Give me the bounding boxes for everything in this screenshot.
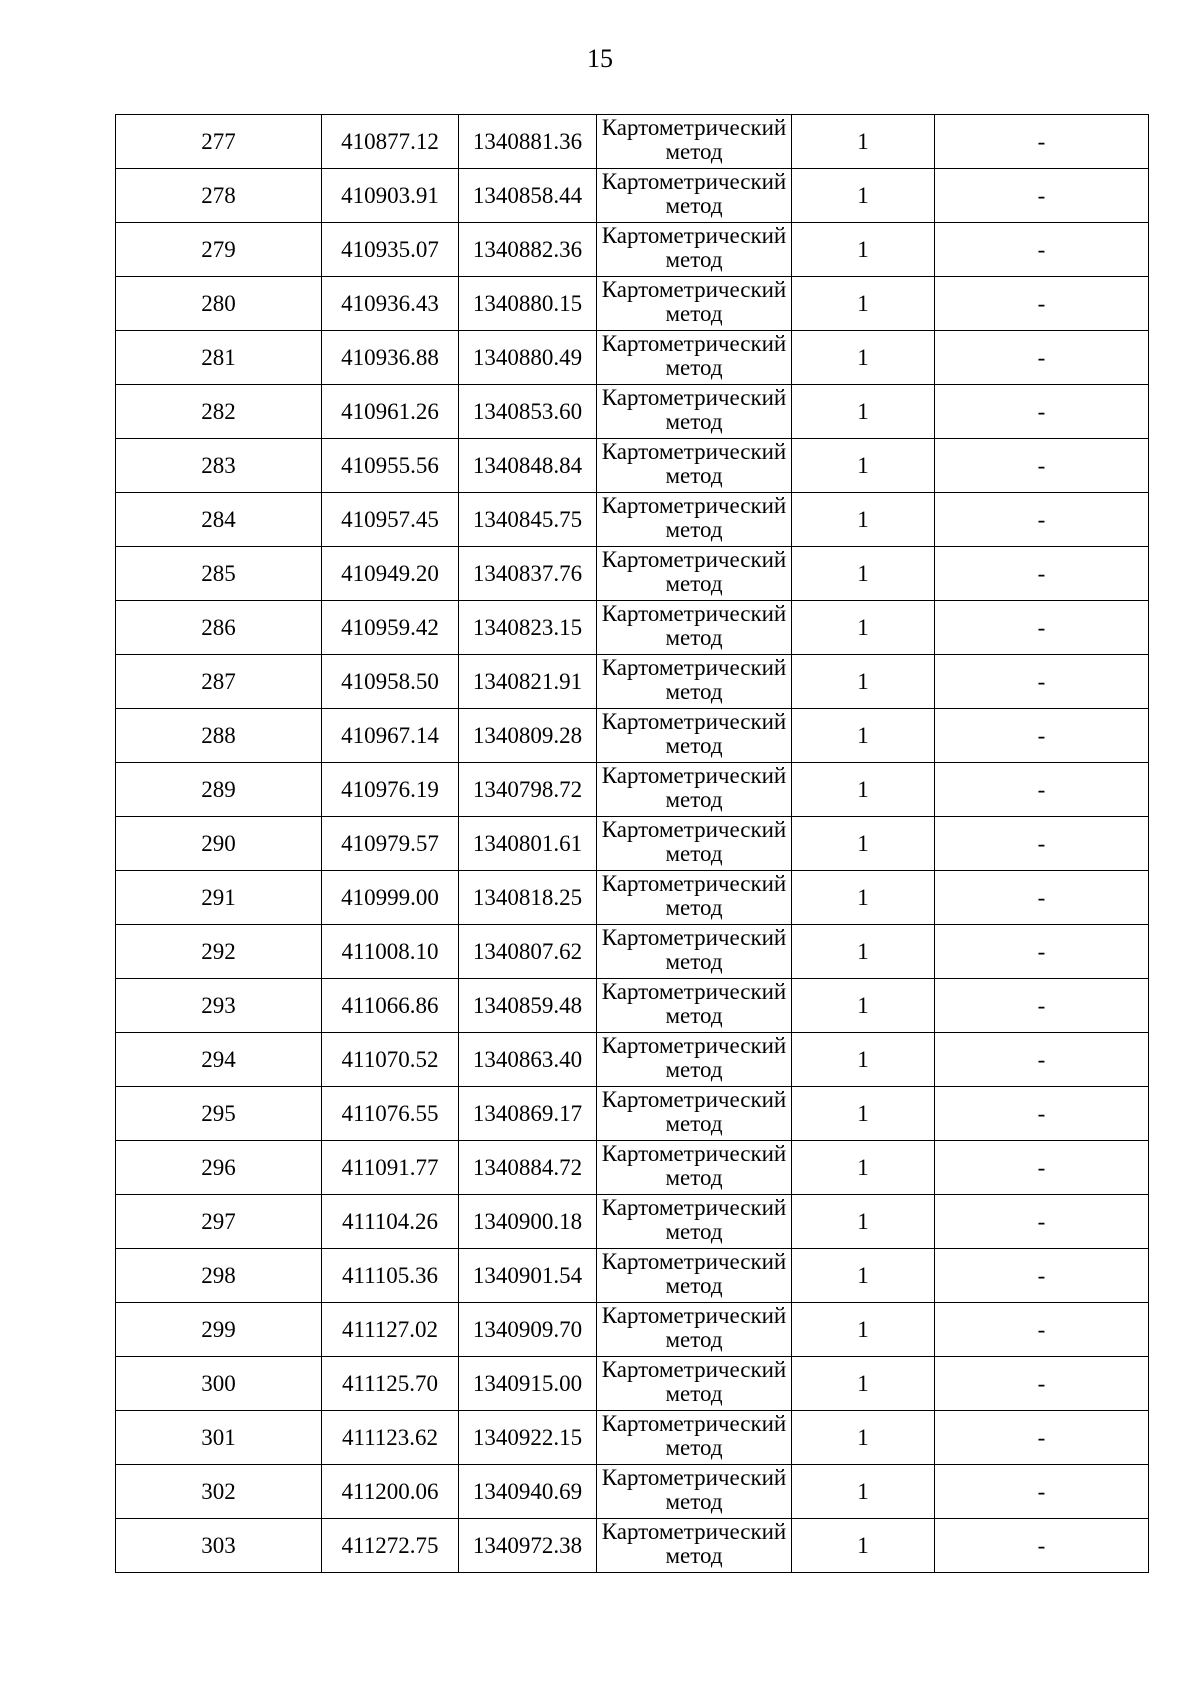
accuracy-cell: 1	[792, 601, 935, 655]
table-row	[116, 655, 1149, 709]
method-cell	[597, 871, 792, 925]
method-line-1: Картометрический	[601, 493, 787, 518]
y-coordinate-cell: 1340940.69	[459, 1465, 597, 1519]
note-cell: -	[935, 547, 1149, 601]
method-line-1: Картометрический	[601, 1033, 787, 1058]
y-coordinate-cell: 1340863.40	[459, 1033, 597, 1087]
accuracy-cell: 1	[792, 1033, 935, 1087]
point-number-cell: 303	[116, 1519, 322, 1573]
table-row	[116, 115, 1149, 169]
y-coordinate-cell: 1340853.60	[459, 385, 597, 439]
accuracy-cell: 1	[792, 655, 935, 709]
point-number-cell: 279	[116, 223, 322, 277]
method-cell	[597, 169, 792, 223]
method-line-1: Картометрический	[601, 385, 787, 410]
table-row	[116, 817, 1149, 871]
accuracy-cell: 1	[792, 277, 935, 331]
method-line-2: метод	[665, 1435, 723, 1460]
method-line-2: метод	[665, 1327, 723, 1352]
note-cell: -	[935, 223, 1149, 277]
accuracy-cell: 1	[792, 871, 935, 925]
note-cell: -	[935, 277, 1149, 331]
method-line-2: метод	[665, 1489, 723, 1514]
note-cell: -	[935, 1087, 1149, 1141]
note-cell: -	[935, 1249, 1149, 1303]
table-row	[116, 1195, 1149, 1249]
point-number-cell: 292	[116, 925, 322, 979]
point-number-cell: 298	[116, 1249, 322, 1303]
table-row	[116, 1357, 1149, 1411]
method-line-2: метод	[665, 193, 723, 218]
method-line-1: Картометрический	[601, 547, 787, 572]
method-line-1: Картометрический	[601, 277, 787, 302]
accuracy-cell: 1	[792, 817, 935, 871]
method-cell	[597, 1195, 792, 1249]
method-line-2: метод	[665, 1381, 723, 1406]
accuracy-cell: 1	[792, 169, 935, 223]
method-cell	[597, 493, 792, 547]
y-coordinate-cell: 1340882.36	[459, 223, 597, 277]
x-coordinate-cell: 411123.62	[322, 1411, 459, 1465]
x-coordinate-cell: 411272.75	[322, 1519, 459, 1573]
y-coordinate-cell: 1340818.25	[459, 871, 597, 925]
x-coordinate-cell: 410976.19	[322, 763, 459, 817]
y-coordinate-cell: 1340881.36	[459, 115, 597, 169]
point-number-cell: 297	[116, 1195, 322, 1249]
point-number-cell: 286	[116, 601, 322, 655]
method-line-1: Картометрический	[601, 763, 787, 788]
x-coordinate-cell: 411070.52	[322, 1033, 459, 1087]
accuracy-cell: 1	[792, 439, 935, 493]
method-cell	[597, 817, 792, 871]
y-coordinate-cell: 1340837.76	[459, 547, 597, 601]
method-line-1: Картометрический	[601, 1087, 787, 1112]
x-coordinate-cell: 411091.77	[322, 1141, 459, 1195]
note-cell: -	[935, 1465, 1149, 1519]
method-cell	[597, 601, 792, 655]
y-coordinate-cell: 1340880.49	[459, 331, 597, 385]
method-line-2: метод	[665, 517, 723, 542]
x-coordinate-cell: 411008.10	[322, 925, 459, 979]
method-cell	[597, 1519, 792, 1573]
method-cell	[597, 763, 792, 817]
table-row	[116, 331, 1149, 385]
method-line-2: метод	[665, 139, 723, 164]
method-cell	[597, 1465, 792, 1519]
method-cell	[597, 1411, 792, 1465]
method-line-2: метод	[665, 571, 723, 596]
table-row	[116, 277, 1149, 331]
x-coordinate-cell: 410877.12	[322, 115, 459, 169]
table-row	[116, 1141, 1149, 1195]
point-number-cell: 296	[116, 1141, 322, 1195]
accuracy-cell: 1	[792, 1357, 935, 1411]
coordinates-table-body	[116, 115, 1149, 1573]
point-number-cell: 280	[116, 277, 322, 331]
note-cell: -	[935, 1357, 1149, 1411]
y-coordinate-cell: 1340848.84	[459, 439, 597, 493]
note-cell: -	[935, 439, 1149, 493]
point-number-cell: 293	[116, 979, 322, 1033]
y-coordinate-cell: 1340807.62	[459, 925, 597, 979]
x-coordinate-cell: 411127.02	[322, 1303, 459, 1357]
accuracy-cell: 1	[792, 1303, 935, 1357]
accuracy-cell: 1	[792, 1141, 935, 1195]
method-cell	[597, 385, 792, 439]
note-cell: -	[935, 331, 1149, 385]
accuracy-cell: 1	[792, 547, 935, 601]
method-line-1: Картометрический	[601, 115, 787, 140]
method-line-2: метод	[665, 463, 723, 488]
method-line-1: Картометрический	[601, 709, 787, 734]
note-cell: -	[935, 1411, 1149, 1465]
method-cell	[597, 1141, 792, 1195]
accuracy-cell: 1	[792, 1195, 935, 1249]
table-row	[116, 763, 1149, 817]
accuracy-cell: 1	[792, 1411, 935, 1465]
method-line-2: метод	[665, 1111, 723, 1136]
method-line-2: метод	[665, 1003, 723, 1028]
x-coordinate-cell: 410967.14	[322, 709, 459, 763]
accuracy-cell: 1	[792, 763, 935, 817]
y-coordinate-cell: 1340900.18	[459, 1195, 597, 1249]
accuracy-cell: 1	[792, 493, 935, 547]
note-cell: -	[935, 763, 1149, 817]
table-row	[116, 1303, 1149, 1357]
table-row	[116, 1087, 1149, 1141]
method-line-1: Картометрический	[601, 1249, 787, 1274]
accuracy-cell: 1	[792, 223, 935, 277]
method-cell	[597, 925, 792, 979]
point-number-cell: 284	[116, 493, 322, 547]
method-cell	[597, 979, 792, 1033]
method-line-2: метод	[665, 949, 723, 974]
note-cell: -	[935, 1519, 1149, 1573]
table-row	[116, 493, 1149, 547]
point-number-cell: 281	[116, 331, 322, 385]
x-coordinate-cell: 411105.36	[322, 1249, 459, 1303]
method-line-2: метод	[665, 301, 723, 326]
accuracy-cell: 1	[792, 709, 935, 763]
x-coordinate-cell: 410935.07	[322, 223, 459, 277]
method-cell	[597, 1303, 792, 1357]
method-cell	[597, 1087, 792, 1141]
method-line-1: Картометрический	[601, 601, 787, 626]
note-cell: -	[935, 1033, 1149, 1087]
table-row	[116, 547, 1149, 601]
accuracy-cell: 1	[792, 1519, 935, 1573]
x-coordinate-cell: 410936.43	[322, 277, 459, 331]
method-cell	[597, 1357, 792, 1411]
note-cell: -	[935, 1303, 1149, 1357]
method-line-2: метод	[665, 1057, 723, 1082]
table-row	[116, 1411, 1149, 1465]
point-number-cell: 300	[116, 1357, 322, 1411]
point-number-cell: 288	[116, 709, 322, 763]
x-coordinate-cell: 410999.00	[322, 871, 459, 925]
note-cell: -	[935, 385, 1149, 439]
x-coordinate-cell: 411076.55	[322, 1087, 459, 1141]
point-number-cell: 283	[116, 439, 322, 493]
table-row	[116, 1465, 1149, 1519]
method-cell	[597, 547, 792, 601]
y-coordinate-cell: 1340859.48	[459, 979, 597, 1033]
method-cell	[597, 277, 792, 331]
note-cell: -	[935, 979, 1149, 1033]
method-cell	[597, 439, 792, 493]
point-number-cell: 282	[116, 385, 322, 439]
method-line-1: Картометрический	[601, 439, 787, 464]
x-coordinate-cell: 410955.56	[322, 439, 459, 493]
y-coordinate-cell: 1340909.70	[459, 1303, 597, 1357]
method-cell	[597, 1033, 792, 1087]
x-coordinate-cell: 411104.26	[322, 1195, 459, 1249]
table-row	[116, 169, 1149, 223]
method-line-1: Картометрический	[601, 1465, 787, 1490]
accuracy-cell: 1	[792, 115, 935, 169]
y-coordinate-cell: 1340869.17	[459, 1087, 597, 1141]
method-line-1: Картометрический	[601, 331, 787, 356]
method-line-2: метод	[665, 1273, 723, 1298]
method-cell	[597, 223, 792, 277]
method-line-2: метод	[665, 625, 723, 650]
y-coordinate-cell: 1340880.15	[459, 277, 597, 331]
y-coordinate-cell: 1340922.15	[459, 1411, 597, 1465]
y-coordinate-cell: 1340915.00	[459, 1357, 597, 1411]
accuracy-cell: 1	[792, 1465, 935, 1519]
y-coordinate-cell: 1340858.44	[459, 169, 597, 223]
y-coordinate-cell: 1340823.15	[459, 601, 597, 655]
note-cell: -	[935, 115, 1149, 169]
accuracy-cell: 1	[792, 1087, 935, 1141]
point-number-cell: 294	[116, 1033, 322, 1087]
method-line-1: Картометрический	[601, 1303, 787, 1328]
method-cell	[597, 655, 792, 709]
table-row	[116, 601, 1149, 655]
method-line-2: метод	[665, 787, 723, 812]
method-line-1: Картометрический	[601, 817, 787, 842]
method-line-1: Картометрический	[601, 1357, 787, 1382]
y-coordinate-cell: 1340845.75	[459, 493, 597, 547]
y-coordinate-cell: 1340798.72	[459, 763, 597, 817]
table-row	[116, 1519, 1149, 1573]
page-number: 15	[587, 44, 613, 73]
accuracy-cell: 1	[792, 979, 935, 1033]
method-line-1: Картометрический	[601, 1195, 787, 1220]
point-number-cell: 278	[116, 169, 322, 223]
x-coordinate-cell: 410903.91	[322, 169, 459, 223]
method-line-1: Картометрический	[601, 1411, 787, 1436]
x-coordinate-cell: 410958.50	[322, 655, 459, 709]
accuracy-cell: 1	[792, 331, 935, 385]
method-line-2: метод	[665, 895, 723, 920]
point-number-cell: 287	[116, 655, 322, 709]
note-cell: -	[935, 601, 1149, 655]
method-line-1: Картометрический	[601, 925, 787, 950]
method-line-1: Картометрический	[601, 1141, 787, 1166]
x-coordinate-cell: 411200.06	[322, 1465, 459, 1519]
accuracy-cell: 1	[792, 1249, 935, 1303]
table-row	[116, 1249, 1149, 1303]
x-coordinate-cell: 411066.86	[322, 979, 459, 1033]
table-row	[116, 709, 1149, 763]
note-cell: -	[935, 655, 1149, 709]
x-coordinate-cell: 410959.42	[322, 601, 459, 655]
method-line-1: Картометрический	[601, 979, 787, 1004]
method-line-1: Картометрический	[601, 1519, 787, 1544]
accuracy-cell: 1	[792, 925, 935, 979]
point-number-cell: 285	[116, 547, 322, 601]
method-cell	[597, 709, 792, 763]
x-coordinate-cell: 410979.57	[322, 817, 459, 871]
method-line-2: метод	[665, 679, 723, 704]
note-cell: -	[935, 493, 1149, 547]
note-cell: -	[935, 925, 1149, 979]
method-line-2: метод	[665, 1165, 723, 1190]
note-cell: -	[935, 871, 1149, 925]
y-coordinate-cell: 1340972.38	[459, 1519, 597, 1573]
table-row	[116, 871, 1149, 925]
x-coordinate-cell: 410961.26	[322, 385, 459, 439]
note-cell: -	[935, 817, 1149, 871]
point-number-cell: 290	[116, 817, 322, 871]
method-line-2: метод	[665, 841, 723, 866]
table-row	[116, 979, 1149, 1033]
note-cell: -	[935, 709, 1149, 763]
table-row	[116, 925, 1149, 979]
x-coordinate-cell: 410936.88	[322, 331, 459, 385]
y-coordinate-cell: 1340809.28	[459, 709, 597, 763]
method-cell	[597, 331, 792, 385]
y-coordinate-cell: 1340884.72	[459, 1141, 597, 1195]
method-line-2: метод	[665, 247, 723, 272]
method-line-2: метод	[665, 1219, 723, 1244]
method-line-1: Картометрический	[601, 655, 787, 680]
method-line-2: метод	[665, 409, 723, 434]
table-row	[116, 439, 1149, 493]
method-line-2: метод	[665, 733, 723, 758]
note-cell: -	[935, 1195, 1149, 1249]
method-line-1: Картометрический	[601, 871, 787, 896]
point-number-cell: 289	[116, 763, 322, 817]
x-coordinate-cell: 411125.70	[322, 1357, 459, 1411]
x-coordinate-cell: 410949.20	[322, 547, 459, 601]
note-cell: -	[935, 169, 1149, 223]
point-number-cell: 301	[116, 1411, 322, 1465]
point-number-cell: 299	[116, 1303, 322, 1357]
y-coordinate-cell: 1340821.91	[459, 655, 597, 709]
table-row	[116, 223, 1149, 277]
method-line-1: Картометрический	[601, 169, 787, 194]
point-number-cell: 302	[116, 1465, 322, 1519]
point-number-cell: 291	[116, 871, 322, 925]
point-number-cell: 277	[116, 115, 322, 169]
y-coordinate-cell: 1340801.61	[459, 817, 597, 871]
point-number-cell: 295	[116, 1087, 322, 1141]
note-cell: -	[935, 1141, 1149, 1195]
method-line-2: метод	[665, 355, 723, 380]
coordinates-table	[115, 114, 1149, 1573]
method-line-2: метод	[665, 1543, 723, 1568]
accuracy-cell: 1	[792, 385, 935, 439]
table-row	[116, 1033, 1149, 1087]
y-coordinate-cell: 1340901.54	[459, 1249, 597, 1303]
table-row	[116, 385, 1149, 439]
method-cell	[597, 115, 792, 169]
method-cell	[597, 1249, 792, 1303]
x-coordinate-cell: 410957.45	[322, 493, 459, 547]
method-line-1: Картометрический	[601, 223, 787, 248]
